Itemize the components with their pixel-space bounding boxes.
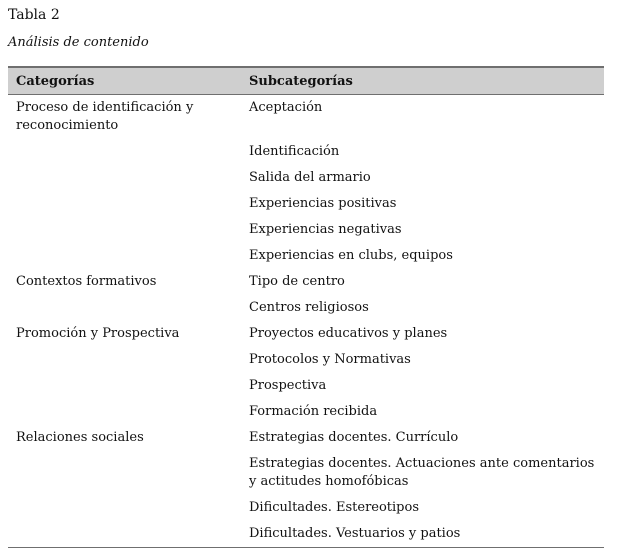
category-cell xyxy=(8,139,241,165)
subcategory-cell: Proyectos educativos y planes xyxy=(249,326,448,341)
table-caption: Análisis de contenido xyxy=(8,35,149,50)
category-cell xyxy=(8,495,241,521)
table-row xyxy=(8,373,604,399)
subcategory-cell: Prospectiva xyxy=(249,378,327,393)
content-analysis-table xyxy=(8,66,604,548)
table-row xyxy=(8,521,604,548)
category-cell: Relaciones sociales xyxy=(16,430,144,445)
category-cell xyxy=(8,295,241,321)
category-cell xyxy=(8,165,241,191)
subcategory-cell: Identificación xyxy=(249,144,340,159)
subcategory-cell: Tipo de centro xyxy=(249,274,345,289)
subcategory-cell: Formación recibida xyxy=(249,404,378,419)
subcategory-cell: Dificultades. Vestuarios y patios xyxy=(241,521,604,548)
subcategory-cell: Experiencias en clubs, equipos xyxy=(249,248,453,263)
subcategory-cell: Experiencias negativas xyxy=(249,222,402,237)
category-cell xyxy=(8,399,241,425)
subcategory-cell: Protocolos y Normativas xyxy=(249,352,411,367)
table-row xyxy=(8,425,604,451)
category-cell xyxy=(8,191,241,217)
header-subcategories: Subcategorías xyxy=(241,67,604,95)
table-row xyxy=(8,451,604,495)
category-cell: Proceso de identificación y reconocimiento xyxy=(16,100,194,133)
subcategory-cell: Experiencias positivas xyxy=(249,196,397,211)
table-row xyxy=(8,347,604,373)
category-cell xyxy=(8,451,241,495)
subcategory-cell: Centros religiosos xyxy=(249,300,369,315)
table-row xyxy=(8,399,604,425)
table-row xyxy=(8,243,604,269)
table-row xyxy=(8,321,604,347)
category-cell: Contextos formativos xyxy=(16,274,157,289)
category-cell: Promoción y Prospectiva xyxy=(16,326,180,341)
table-row xyxy=(8,165,604,191)
header-categories: Categorías xyxy=(8,67,241,95)
category-cell xyxy=(8,217,241,243)
table-row xyxy=(8,295,604,321)
table-row xyxy=(8,95,604,140)
subcategory-cell: Estrategias docentes. Actuaciones ante comentarios y actitudes homofóbicas xyxy=(249,456,595,489)
table-row xyxy=(8,269,604,295)
table-row xyxy=(8,495,604,521)
category-cell xyxy=(8,521,241,548)
subcategory-cell: Dificultades. Estereotipos xyxy=(249,500,420,515)
table-row xyxy=(8,139,604,165)
category-cell xyxy=(8,373,241,399)
table-row xyxy=(8,191,604,217)
table-row xyxy=(8,217,604,243)
table-header-row xyxy=(8,67,604,95)
subcategory-cell: Estrategias docentes. Currículo xyxy=(249,430,459,445)
subcategory-cell: Salida del armario xyxy=(249,170,371,185)
category-cell xyxy=(8,243,241,269)
subcategory-cell: Aceptación xyxy=(249,100,323,115)
category-cell xyxy=(8,347,241,373)
table-number: Tabla 2 xyxy=(8,7,60,23)
